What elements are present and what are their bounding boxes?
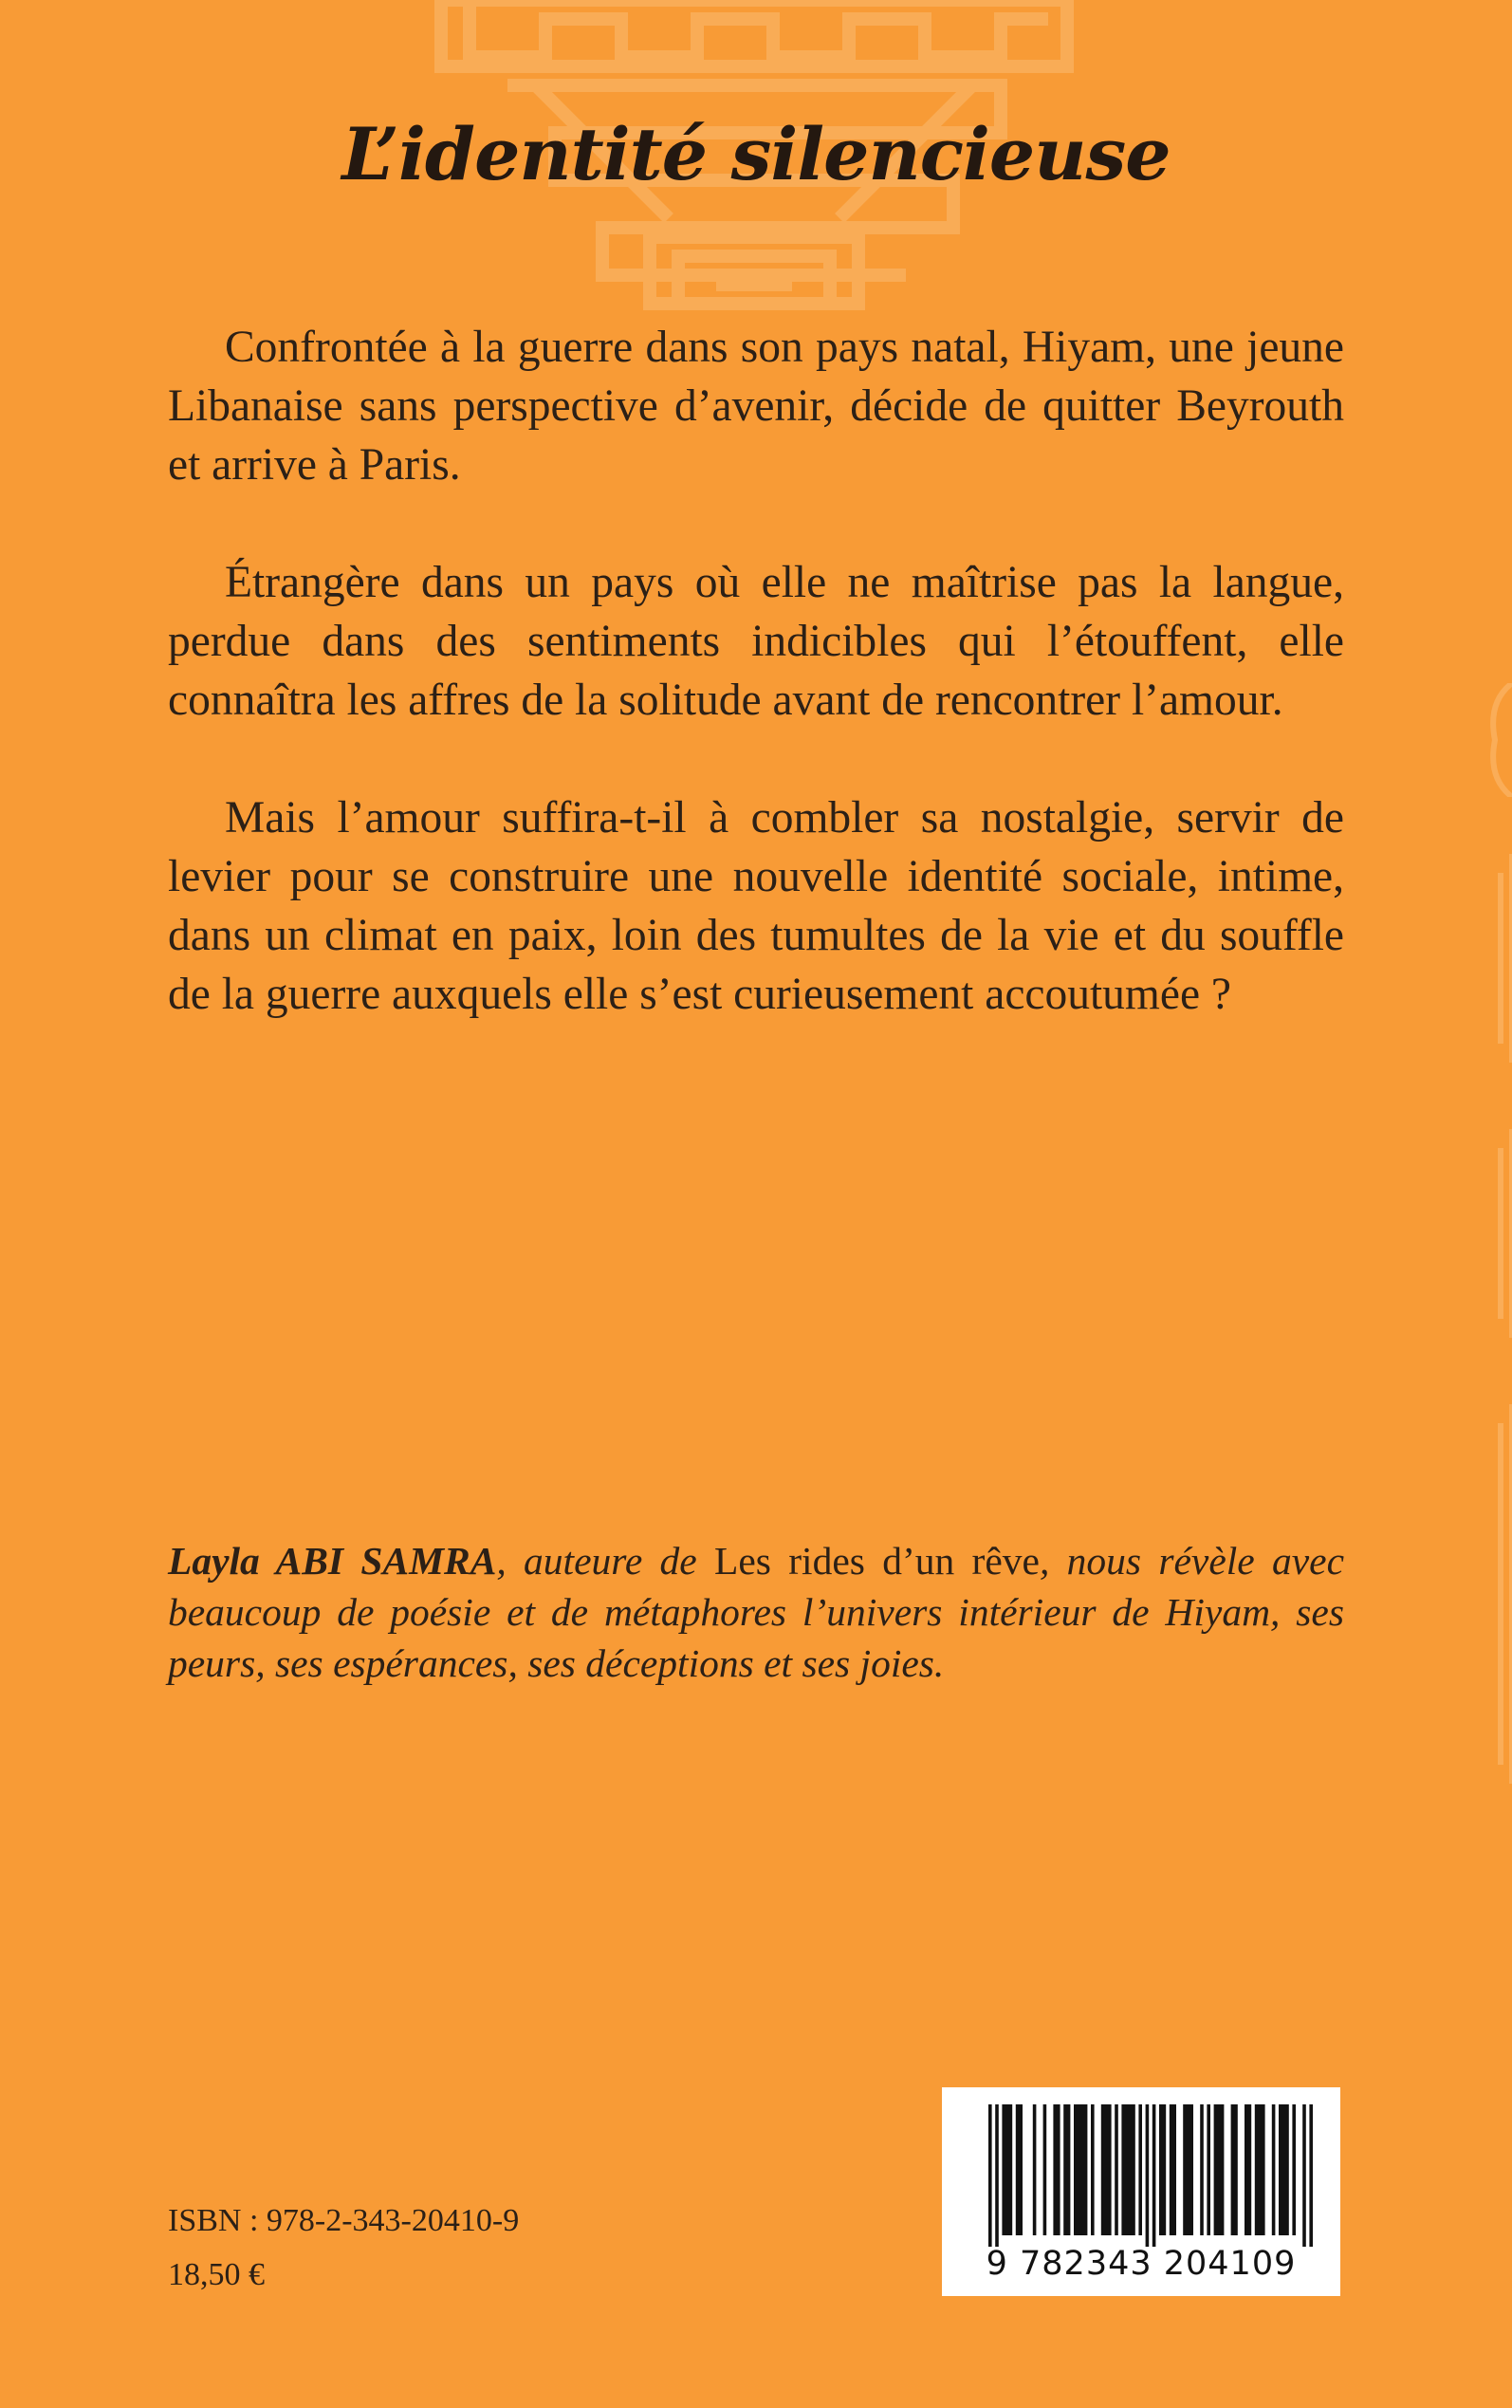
barcode-bar <box>988 2104 992 2247</box>
barcode-bar <box>1063 2104 1070 2235</box>
barcode-bar <box>1302 2104 1306 2247</box>
barcode-bar <box>1115 2104 1118 2235</box>
side-ornament <box>1487 854 1512 1063</box>
barcode-bar <box>1074 2104 1087 2235</box>
synopsis-paragraph: Mais l’amour suffira-t-il à combler sa nostalgie, servir de levier pour se construire une nouvelle identité sociale, intime, dans un climat en paix, loin des tumultes de la vie et du souffle de la guerre auxquels elle s’est curieusement accoutumée ? <box>168 793 1344 1019</box>
barcode-bar <box>1214 2104 1225 2235</box>
side-ornament <box>1487 1129 1512 1338</box>
barcode-bar <box>1152 2104 1156 2247</box>
barcode-bar <box>1138 2104 1142 2235</box>
barcode-bar <box>995 2104 999 2247</box>
barcode-bar <box>1002 2104 1012 2235</box>
barcode-bar <box>1207 2104 1210 2235</box>
barcode-bar <box>1255 2104 1265 2235</box>
barcode-bar <box>1200 2104 1204 2235</box>
synopsis <box>168 318 1344 1083</box>
barcode-number: 9 782343 204109 <box>986 2245 1297 2283</box>
barcode-bar <box>1245 2104 1251 2235</box>
barcode-bar <box>1016 2104 1023 2235</box>
barcode-bar <box>1146 2104 1150 2247</box>
isbn: ISBN : 978-2-343-20410-9 <box>168 2203 520 2238</box>
synopsis-paragraph: Étrangère dans un pays où elle ne maîtrise pas la langue, perdue dans des sentiments indicibles qui l’étouffent, elle connaîtra les affres de la solitude avant de rencontrer l’amour. <box>168 558 1344 725</box>
barcode-bar <box>1231 2104 1238 2235</box>
barcode-bar <box>1272 2104 1276 2235</box>
barcode-bar <box>1091 2104 1095 2235</box>
author-name: Layla ABI SAMRA <box>168 1539 497 1583</box>
barcode-bar <box>1309 2104 1313 2247</box>
previous-book-title: Les rides d’un rêve <box>714 1539 1040 1583</box>
barcode-bar <box>1033 2104 1037 2235</box>
synopsis-paragraph: Confrontée à la guerre dans son pays natal, Hiyam, une jeune Libanaise sans perspective d’avenir, décide de quitter Beyrouth et arrive à Paris. <box>168 323 1344 490</box>
barcode-bar <box>1121 2104 1134 2235</box>
author-blurb <box>168 1535 1344 1689</box>
author-description: , nous révèle avec beaucoup de poésie et de métaphores l’univers intérieur de Hiyam, ses peurs, ses espérances, ses déceptions et ses joies. <box>168 1539 1344 1685</box>
side-ornament <box>1487 1404 1512 1784</box>
barcode-bar <box>1183 2104 1193 2235</box>
barcode-bar <box>1053 2104 1060 2235</box>
side-ornament <box>1487 683 1512 797</box>
barcode-bar <box>1279 2104 1289 2235</box>
barcode-bars <box>942 2087 1340 2249</box>
barcode-bar <box>1170 2104 1176 2235</box>
author-intro: , auteure de <box>496 1539 715 1583</box>
book-title: L’identité silencieuse <box>341 112 1171 196</box>
barcode-bar <box>1101 2104 1112 2235</box>
barcode <box>942 2087 1340 2296</box>
barcode-bar <box>1292 2104 1296 2235</box>
price: 18,50 € <box>168 2257 265 2292</box>
barcode-bar <box>1159 2104 1166 2235</box>
barcode-bar <box>1043 2104 1047 2235</box>
